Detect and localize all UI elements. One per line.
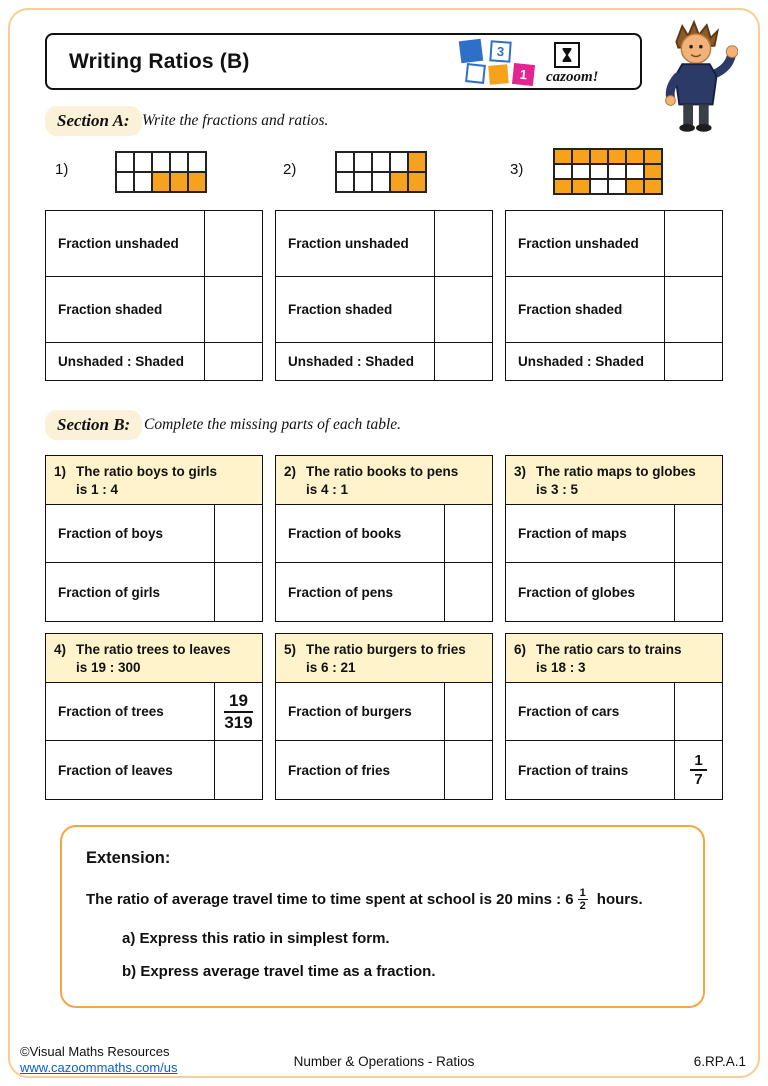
shaded-cell	[408, 172, 426, 192]
unshaded-cell	[372, 172, 390, 192]
unshaded-cell	[170, 152, 188, 172]
table-title-line1: The ratio maps to globes	[536, 464, 696, 479]
row-label: Fraction of cars	[518, 704, 620, 719]
table-title-line2: is 18 : 3	[536, 659, 586, 675]
unshaded-cell	[554, 164, 572, 179]
extension-question	[86, 887, 643, 912]
logo-number-3-tile: 3	[489, 40, 511, 62]
table-number: 6)	[514, 642, 527, 657]
shaded-cell	[170, 172, 188, 192]
logo-wordmark: cazoom!	[546, 69, 599, 85]
problem-1-number: 1)	[55, 161, 69, 178]
section-b-table-1	[45, 455, 263, 622]
shaded-cell	[626, 179, 644, 194]
row-label: Fraction of fries	[288, 762, 391, 778]
answer-cell	[214, 505, 262, 562]
shaded-cell	[554, 179, 572, 194]
table-row	[276, 277, 492, 343]
unshaded-cell	[590, 179, 608, 194]
table-title-line2: is 6 : 21	[306, 659, 356, 675]
table-title-line2: is 3 : 5	[536, 481, 579, 497]
logo-outline-tile	[465, 63, 486, 84]
extension-label: Extension:	[86, 849, 171, 867]
table-header	[276, 456, 492, 505]
hourglass-icon	[554, 42, 580, 68]
row-label: Fraction of girls	[58, 584, 161, 600]
answer-cell	[664, 211, 722, 276]
unshaded-cell	[608, 164, 626, 179]
unshaded-cell	[626, 164, 644, 179]
answer-cell	[434, 343, 492, 380]
unshaded-cell	[134, 152, 152, 172]
section-b-table-5	[275, 633, 493, 800]
table-title-line1: The ratio books to pens	[306, 464, 459, 479]
answer-cell	[674, 741, 722, 799]
shaded-cell	[152, 172, 170, 192]
table-row	[46, 211, 262, 277]
table-title-line2: is 4 : 1	[306, 481, 349, 497]
extension-item-b: b) Express average travel time as a fraction.	[122, 963, 436, 980]
table-header	[506, 456, 722, 505]
answer-cell	[204, 211, 262, 276]
answer-cell	[664, 343, 722, 380]
answer-cell	[674, 683, 722, 740]
extension-text-before: The ratio of average travel time to time spent at school is 20 mins : 6	[86, 891, 574, 909]
row-label: Fraction unshaded	[518, 236, 639, 251]
row-label: Fraction shaded	[288, 302, 393, 317]
table-row	[506, 211, 722, 277]
copyright-text: ©Visual Maths Resources	[20, 1044, 170, 1059]
row-label: Fraction of burgers	[288, 704, 412, 719]
row-label: Fraction of leaves	[58, 762, 173, 778]
shaded-cell	[390, 172, 408, 192]
answer-cell	[204, 343, 262, 380]
row-label: Unshaded : Shaded	[288, 354, 415, 369]
row-label: Fraction of boys	[58, 526, 164, 541]
table-row	[276, 683, 492, 741]
table-header	[46, 456, 262, 505]
website-link[interactable]: www.cazoommaths.com/us	[20, 1060, 178, 1076]
shaded-cell	[644, 164, 662, 179]
table-row	[276, 343, 492, 380]
table-number: 5)	[284, 642, 297, 657]
table-row	[276, 741, 492, 799]
fraction-numerator: 19	[224, 691, 252, 713]
shaded-cell	[644, 149, 662, 164]
row-label: Fraction shaded	[518, 302, 623, 317]
section-b-table-4	[45, 633, 263, 800]
unshaded-cell	[372, 152, 390, 172]
unshaded-cell	[608, 179, 626, 194]
table-row	[506, 277, 722, 343]
fraction-grid-2	[335, 151, 427, 193]
section-b-label: Section B:	[45, 410, 142, 440]
row-label: Fraction of trains	[518, 762, 629, 778]
unshaded-cell	[390, 152, 408, 172]
row-label: Unshaded : Shaded	[518, 354, 645, 369]
row-label: Fraction of pens	[288, 584, 394, 600]
fraction-denominator: 2	[579, 900, 586, 913]
section-b-table-3	[505, 455, 723, 622]
footer-topic: Number & Operations - Ratios	[293, 1054, 475, 1069]
section-b-table-6	[505, 633, 723, 800]
extension-box	[60, 825, 705, 1008]
table-number: 4)	[54, 642, 67, 657]
shaded-cell	[408, 152, 426, 172]
row-label: Fraction shaded	[58, 302, 163, 317]
table-number: 2)	[284, 464, 297, 479]
answer-cell	[674, 563, 722, 621]
unshaded-cell	[336, 172, 354, 192]
cazoom-logo	[458, 38, 630, 88]
row-label: Fraction unshaded	[58, 236, 179, 251]
page-title: Writing Ratios (B)	[69, 49, 250, 73]
row-label: Fraction unshaded	[288, 236, 409, 251]
table-row	[46, 277, 262, 343]
fraction-denominator: 7	[694, 771, 703, 788]
fraction-answer	[690, 752, 706, 789]
row-label: Fraction of maps	[518, 526, 627, 541]
unshaded-cell	[188, 152, 206, 172]
table-row	[506, 343, 722, 380]
answer-cell	[214, 683, 262, 740]
table-title-line1: The ratio cars to trains	[536, 642, 682, 657]
fraction-numerator: 1	[579, 887, 586, 899]
unshaded-cell	[354, 152, 372, 172]
answer-cell	[214, 563, 262, 621]
logo-number-1-tile: 1	[512, 63, 535, 86]
fraction-numerator: 1	[690, 752, 706, 771]
table-row	[46, 343, 262, 380]
answer-cell	[444, 683, 492, 740]
section-b-instruction: Complete the missing parts of each table.	[144, 416, 402, 433]
answer-cell	[214, 741, 262, 799]
table-row	[506, 563, 722, 621]
table-row	[46, 741, 262, 799]
unshaded-cell	[134, 172, 152, 192]
row-label: Fraction of books	[288, 526, 402, 541]
standard-code: 6.RP.A.1	[693, 1054, 746, 1069]
section-a-table-1	[45, 210, 263, 381]
table-row	[276, 505, 492, 563]
fraction-denominator: 319	[224, 712, 253, 732]
table-header	[506, 634, 722, 683]
unshaded-cell	[572, 164, 590, 179]
fraction-answer	[224, 691, 252, 732]
row-label: Fraction of trees	[58, 704, 164, 719]
answer-cell	[434, 211, 492, 276]
table-row	[46, 683, 262, 741]
answer-cell	[664, 277, 722, 342]
unshaded-cell	[336, 152, 354, 172]
fraction-grid-3	[553, 148, 663, 195]
shaded-cell	[572, 149, 590, 164]
mascot-illustration	[650, 18, 738, 141]
table-row	[46, 505, 262, 563]
table-header	[46, 634, 262, 683]
extension-item-a: a) Express this ratio in simplest form.	[122, 930, 390, 947]
table-row	[276, 211, 492, 277]
logo-blue-tile	[459, 39, 484, 64]
table-row	[506, 683, 722, 741]
table-row	[46, 563, 262, 621]
table-header	[276, 634, 492, 683]
table-title-line1: The ratio burgers to fries	[306, 642, 466, 657]
section-a-table-3	[505, 210, 723, 381]
problem-2-number: 2)	[283, 161, 297, 178]
shaded-cell	[188, 172, 206, 192]
fraction-grid-1	[115, 151, 207, 193]
section-b-table-2	[275, 455, 493, 622]
section-a-instruction: Write the fractions and ratios.	[142, 112, 329, 129]
section-a-label: Section A:	[45, 106, 142, 136]
answer-cell	[444, 505, 492, 562]
table-title-line1: The ratio boys to girls	[76, 464, 218, 479]
table-number: 1)	[54, 464, 67, 479]
table-title-line2: is 1 : 4	[76, 481, 119, 497]
unshaded-cell	[354, 172, 372, 192]
table-row	[506, 505, 722, 563]
shaded-cell	[554, 149, 572, 164]
extension-text-after: hours.	[596, 891, 643, 909]
problem-3-number: 3)	[510, 161, 524, 178]
answer-cell	[434, 277, 492, 342]
table-number: 3)	[514, 464, 527, 479]
unshaded-cell	[152, 152, 170, 172]
answer-cell	[674, 505, 722, 562]
table-row	[506, 741, 722, 799]
section-a-table-2	[275, 210, 493, 381]
answer-cell	[204, 277, 262, 342]
row-label: Fraction of globes	[518, 584, 636, 600]
unshaded-cell	[116, 152, 134, 172]
unshaded-cell	[116, 172, 134, 192]
logo-orange-tile	[488, 64, 509, 85]
title-box	[45, 33, 642, 90]
shaded-cell	[626, 149, 644, 164]
answer-cell	[444, 741, 492, 799]
table-title-line1: The ratio trees to leaves	[76, 642, 231, 657]
table-row	[276, 563, 492, 621]
table-title-line2: is 19 : 300	[76, 659, 141, 675]
row-label: Unshaded : Shaded	[58, 354, 185, 369]
shaded-cell	[572, 179, 590, 194]
answer-cell	[444, 563, 492, 621]
shaded-cell	[590, 149, 608, 164]
unshaded-cell	[590, 164, 608, 179]
mixed-number-fraction	[578, 887, 588, 912]
shaded-cell	[644, 179, 662, 194]
shaded-cell	[608, 149, 626, 164]
